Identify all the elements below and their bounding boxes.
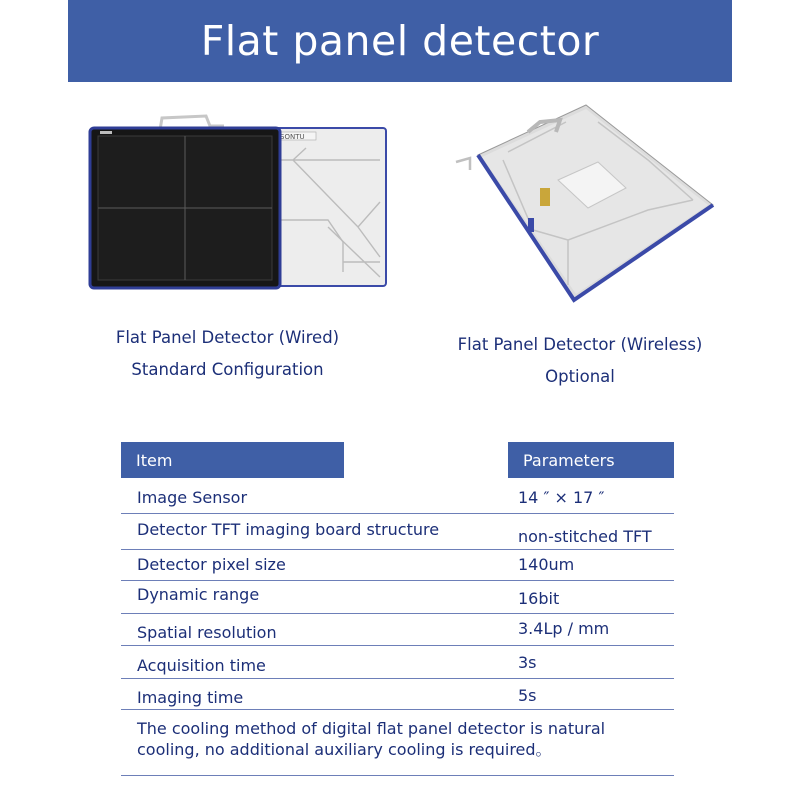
title-banner (68, 0, 732, 82)
table-row (121, 581, 674, 614)
header-parameters: Parameters (508, 442, 674, 478)
table-row (121, 679, 674, 710)
table-row (121, 478, 674, 514)
row-value: 3s (518, 653, 537, 672)
wired-detector-image (88, 112, 393, 290)
row-value: non-stitched TFT (518, 527, 652, 546)
wired-caption-line1: Flat Panel Detector (Wired) (115, 328, 340, 347)
table-row (121, 514, 674, 550)
row-item: Imaging time (137, 688, 244, 707)
row-item: Detector pixel size (137, 555, 286, 574)
header-item: Item (121, 442, 344, 478)
row-item: Dynamic range (137, 585, 260, 604)
row-value: 16bit (518, 589, 560, 608)
wireless-caption (440, 329, 720, 393)
table-row (121, 614, 674, 646)
brand-label: SONTU (280, 133, 305, 141)
row-item: Detector TFT imaging board structure (137, 520, 440, 539)
wireless-caption-line1: Flat Panel Detector (Wireless) (457, 335, 703, 354)
wired-caption-line2: Standard Configuration (131, 360, 324, 379)
wireless-caption-line2: Optional (545, 367, 615, 386)
wired-caption (95, 322, 360, 386)
row-value: 14 ″ × 17 ″ (518, 488, 605, 507)
wireless-detector-image (448, 100, 718, 305)
row-value: 3.4Lp / mm (518, 619, 610, 638)
cooling-note: The cooling method of digital flat panel detector is natural cooling, no additional auxiliary cooling is required。 (121, 718, 674, 776)
page-title: Flat panel detector (200, 17, 600, 65)
row-value: 5s (518, 686, 537, 705)
row-item: Image Sensor (137, 488, 248, 507)
row-value: 140um (518, 555, 575, 574)
row-item: Spatial resolution (137, 623, 277, 642)
row-item: Acquisition time (137, 656, 266, 675)
table-row (121, 550, 674, 581)
table-row (121, 646, 674, 679)
